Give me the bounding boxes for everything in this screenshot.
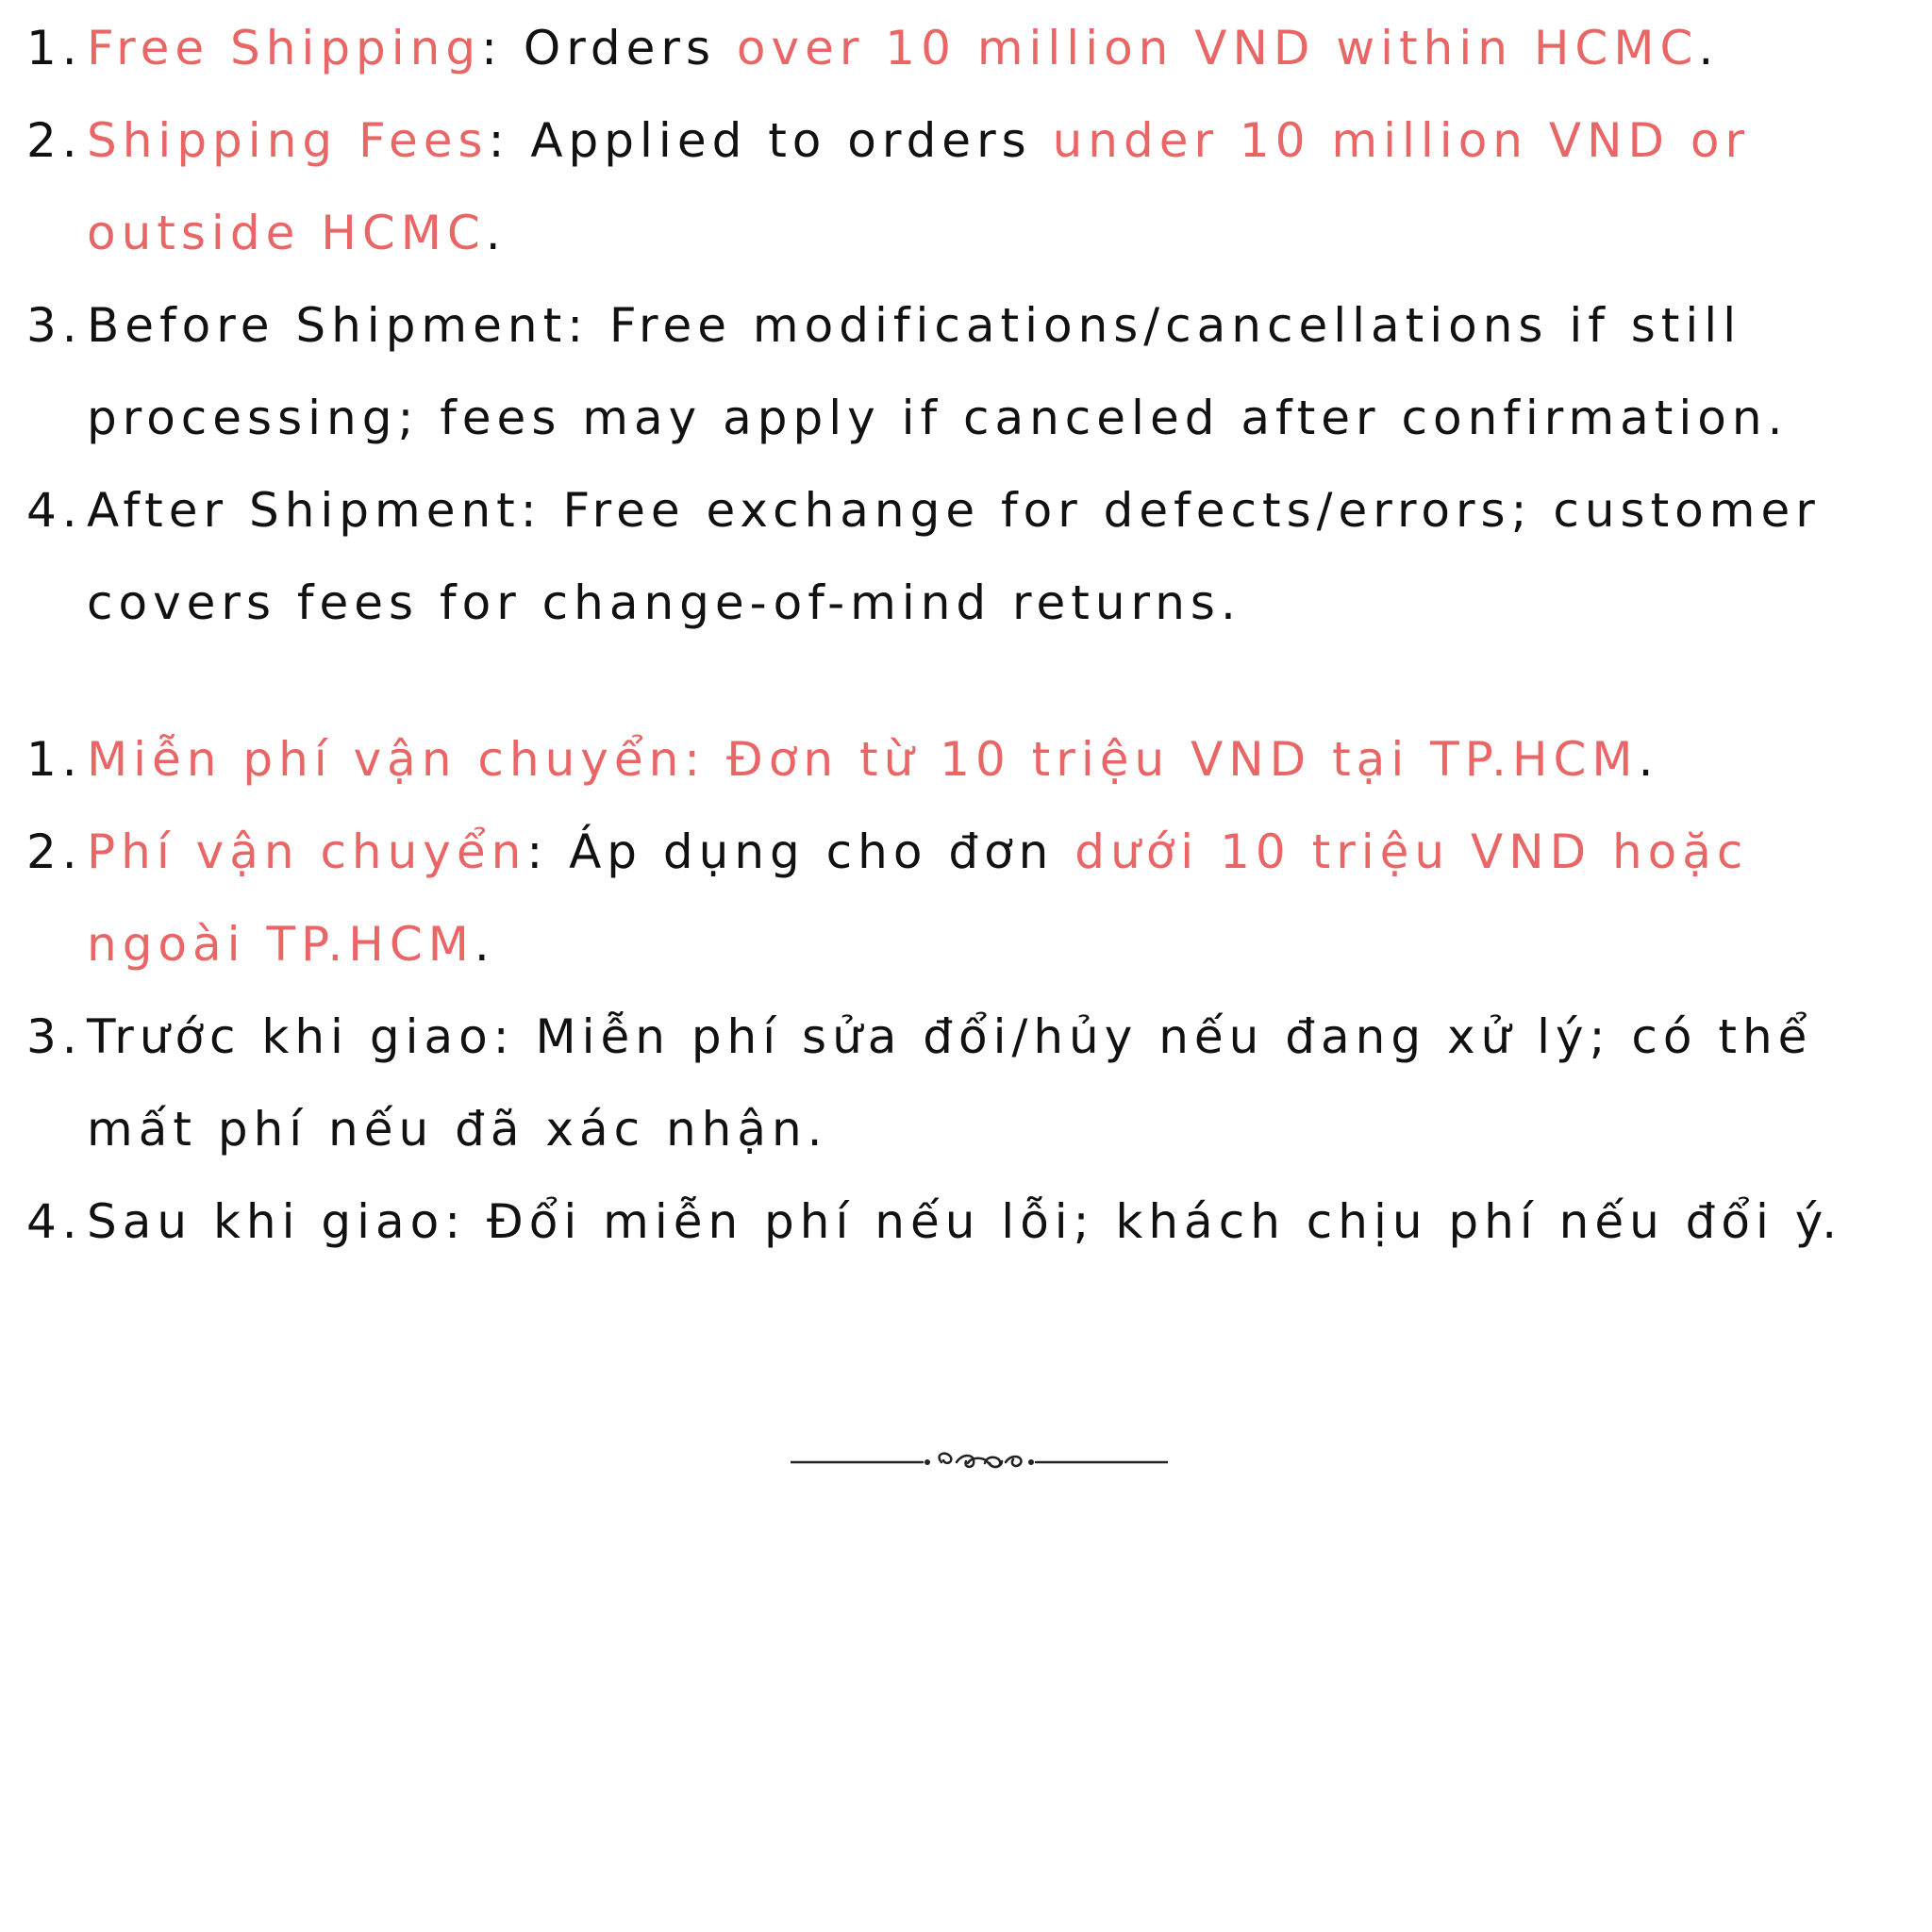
english-policy-item-2-description: : Applied to orders — [488, 113, 1053, 168]
english-policy-item-2-highlight: Shipping Fees — [87, 113, 489, 168]
english-policy-item-1-condition: over 10 million VND within HCMC — [736, 21, 1699, 75]
english-policy-item-4-number: 4. — [26, 483, 83, 538]
vietnamese-policy-item-1-text — [87, 713, 1904, 806]
vietnamese-policy-item-4-number: 4. — [26, 1194, 83, 1249]
vietnamese-policy-item-4-text: Sau khi giao: Đổi miễn phí nếu lỗi; khách chịu phí nếu đổi ý. — [87, 1194, 1843, 1249]
vietnamese-policy-item-2-text — [87, 806, 1904, 991]
english-policy-item-1-text — [87, 2, 1904, 94]
vietnamese-policy-item-1-highlight: Miễn phí vận chuyển: Đơn từ 10 triệu VND tại TP.HCM — [87, 732, 1639, 787]
vietnamese-policy-item-2 — [26, 806, 1904, 991]
english-policy-list — [26, 2, 1904, 649]
vietnamese-policy-item-4 — [26, 1175, 1904, 1268]
english-policy-item-1-number: 1. — [26, 21, 83, 75]
english-policy-item-2 — [26, 94, 1904, 279]
ornamental-divider-icon — [791, 1446, 1168, 1478]
vietnamese-policy-item-3-text: Trước khi giao: Miễn phí sửa đổi/hủy nếu đang xử lý; có thể mất phí nếu đã xác nhận. — [87, 1009, 1813, 1157]
vietnamese-policy-item-1-number: 1. — [26, 732, 83, 787]
vietnamese-policy-item-2-highlight: Phí vận chuyển — [87, 824, 527, 879]
english-policy-item-1 — [26, 2, 1904, 94]
english-policy-item-2-period: . — [485, 206, 507, 260]
vietnamese-policy-item-3 — [26, 991, 1904, 1175]
english-policy-item-4-text: After Shipment: Free exchange for defects/errors; customer covers fees for change-of-mind returns. — [87, 483, 1821, 630]
english-policy-item-1-period: . — [1698, 21, 1720, 75]
vietnamese-policy-item-3-number: 3. — [26, 1009, 83, 1064]
english-policy-item-4 — [26, 464, 1904, 649]
vietnamese-policy-item-2-number: 2. — [26, 824, 83, 879]
vietnamese-policy-item-1-period: . — [1638, 732, 1659, 787]
english-policy-item-3-text: Before Shipment: Free modifications/cancellations if still processing; fees may apply if canceled after confirmation. — [87, 298, 1789, 445]
english-policy-item-3-number: 3. — [26, 298, 83, 353]
vietnamese-policy-item-2-period: . — [474, 917, 495, 972]
vietnamese-policy-item-1 — [26, 713, 1904, 806]
vietnamese-policy-item-2-description: : Áp dụng cho đơn — [526, 824, 1075, 879]
vietnamese-policy-item-2-condition: dưới 10 triệu VND hoặc ngoài TP.HCM — [87, 824, 1749, 972]
english-policy-item-1-highlight: Free Shipping — [87, 21, 482, 75]
english-policy-item-3 — [26, 279, 1904, 464]
english-policy-item-2-number: 2. — [26, 113, 83, 168]
english-policy-item-1-description: : Orders — [481, 21, 737, 75]
english-policy-item-2-condition: under 10 million VND or outside HCMC — [87, 113, 1751, 260]
english-policy-item-2-text — [87, 94, 1904, 279]
vietnamese-policy-list — [26, 713, 1904, 1268]
